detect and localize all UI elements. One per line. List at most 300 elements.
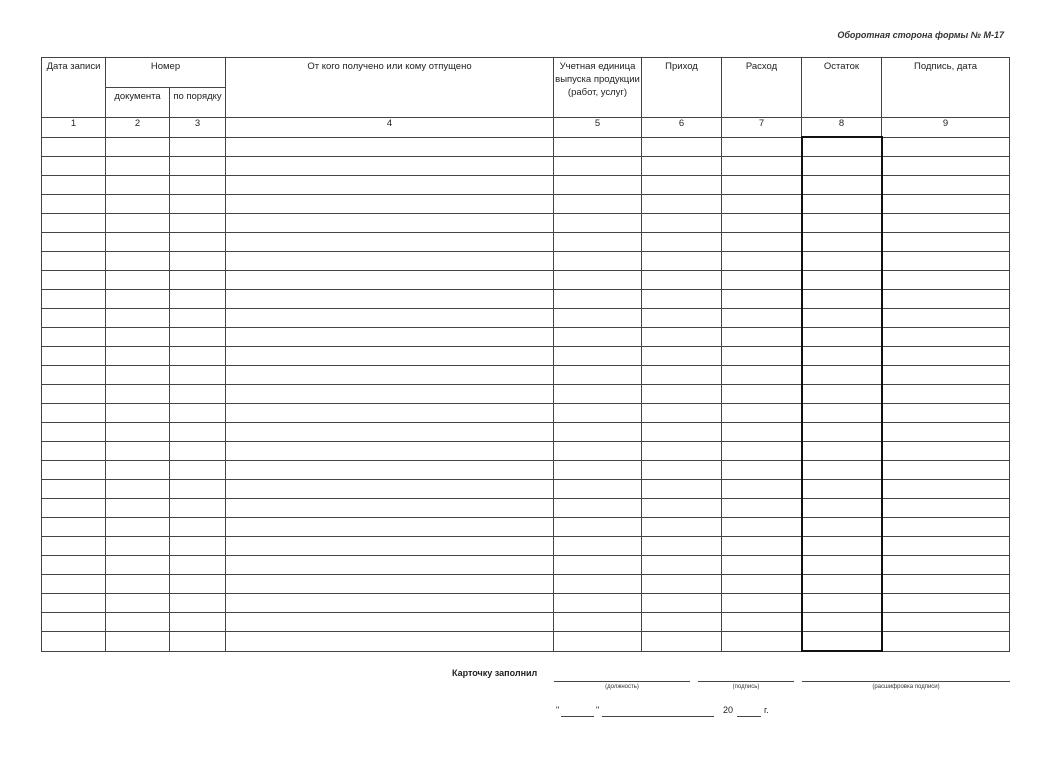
table-cell[interactable] — [882, 423, 1010, 442]
table-cell[interactable] — [226, 214, 554, 233]
table-row — [42, 347, 1010, 366]
table-row — [42, 480, 1010, 499]
table-row — [42, 499, 1010, 518]
table-cell[interactable] — [642, 518, 722, 537]
table-row — [42, 290, 1010, 309]
table-cell[interactable] — [170, 271, 226, 290]
table-cell[interactable] — [170, 309, 226, 328]
table-cell[interactable] — [106, 309, 170, 328]
table-cell[interactable] — [226, 480, 554, 499]
table-cell[interactable] — [722, 214, 802, 233]
table-cell[interactable] — [42, 632, 106, 652]
table-cell[interactable] — [42, 137, 106, 157]
table-cell[interactable] — [226, 252, 554, 271]
table-cell[interactable] — [802, 214, 882, 233]
table-cell[interactable] — [554, 366, 642, 385]
table-row — [42, 233, 1010, 252]
table-cell[interactable] — [554, 385, 642, 404]
table-row — [42, 442, 1010, 461]
table-cell[interactable] — [722, 309, 802, 328]
table-row — [42, 385, 1010, 404]
table-cell[interactable] — [642, 328, 722, 347]
decode-line[interactable] — [802, 670, 1010, 682]
table-cell[interactable] — [42, 537, 106, 556]
table-cell[interactable] — [802, 271, 882, 290]
signature-caption: (подпись) — [732, 684, 760, 690]
table-cell[interactable] — [42, 518, 106, 537]
table-cell[interactable] — [882, 233, 1010, 252]
table-cell[interactable] — [170, 233, 226, 252]
table-cell[interactable] — [642, 366, 722, 385]
table-cell[interactable] — [106, 594, 170, 613]
table-cell[interactable] — [226, 290, 554, 309]
table-cell[interactable] — [226, 328, 554, 347]
table-cell[interactable] — [42, 328, 106, 347]
table-cell[interactable] — [42, 442, 106, 461]
table-cell[interactable] — [882, 480, 1010, 499]
table-cell[interactable] — [42, 613, 106, 632]
table-cell[interactable] — [722, 632, 802, 652]
table-cell[interactable] — [42, 499, 106, 518]
table-cell[interactable] — [554, 442, 642, 461]
table-cell[interactable] — [226, 157, 554, 176]
table-cell[interactable] — [226, 423, 554, 442]
table-cell[interactable] — [106, 252, 170, 271]
table-cell[interactable] — [722, 575, 802, 594]
table-row — [42, 518, 1010, 537]
table-cell[interactable] — [722, 252, 802, 271]
table-cell[interactable] — [882, 575, 1010, 594]
table-cell[interactable] — [882, 632, 1010, 652]
header-signature: Подпись, дата — [882, 58, 1010, 118]
table-cell[interactable] — [722, 461, 802, 480]
table-cell[interactable] — [802, 423, 882, 442]
table-cell[interactable] — [42, 575, 106, 594]
header-order: по порядку — [170, 88, 226, 118]
table-cell[interactable] — [106, 556, 170, 575]
table-row — [42, 328, 1010, 347]
table-cell[interactable] — [226, 233, 554, 252]
table-cell[interactable] — [42, 157, 106, 176]
table-cell[interactable] — [226, 271, 554, 290]
table-cell[interactable] — [170, 518, 226, 537]
table-cell[interactable] — [42, 290, 106, 309]
table-cell[interactable] — [642, 461, 722, 480]
table-cell[interactable] — [642, 176, 722, 195]
table-cell[interactable] — [170, 556, 226, 575]
table-cell[interactable] — [554, 176, 642, 195]
table-cell[interactable] — [170, 442, 226, 461]
table-row — [42, 271, 1010, 290]
header-expense: Расход — [722, 58, 802, 118]
table-cell[interactable] — [554, 290, 642, 309]
column-number: 4 — [226, 118, 554, 138]
table-cell[interactable] — [554, 271, 642, 290]
table-cell[interactable] — [802, 575, 882, 594]
table-cell[interactable] — [802, 632, 882, 652]
column-number-row — [42, 118, 1010, 138]
table-cell[interactable] — [802, 613, 882, 632]
table-cell[interactable] — [226, 575, 554, 594]
table-cell[interactable] — [642, 385, 722, 404]
table-cell[interactable] — [642, 537, 722, 556]
table-row — [42, 157, 1010, 176]
table-cell[interactable] — [226, 537, 554, 556]
table-row — [42, 632, 1010, 652]
position-line[interactable] — [554, 670, 690, 682]
table-cell[interactable] — [802, 556, 882, 575]
table-cell[interactable] — [226, 137, 554, 157]
day-line[interactable] — [561, 705, 594, 717]
table-cell[interactable] — [642, 404, 722, 423]
table-cell[interactable] — [642, 137, 722, 157]
table-cell[interactable] — [882, 442, 1010, 461]
table-cell[interactable] — [802, 404, 882, 423]
table-cell[interactable] — [42, 271, 106, 290]
table-cell[interactable] — [170, 404, 226, 423]
quote-open: " — [556, 705, 560, 715]
table-cell[interactable] — [170, 594, 226, 613]
table-cell[interactable] — [554, 480, 642, 499]
table-cell[interactable] — [42, 366, 106, 385]
table-cell[interactable] — [170, 328, 226, 347]
table-cell[interactable] — [882, 461, 1010, 480]
table-cell[interactable] — [882, 195, 1010, 214]
table-cell[interactable] — [42, 347, 106, 366]
table-cell[interactable] — [106, 442, 170, 461]
table-cell[interactable] — [882, 347, 1010, 366]
table-cell[interactable] — [226, 613, 554, 632]
table-cell[interactable] — [642, 480, 722, 499]
table-row — [42, 137, 1010, 157]
table-cell[interactable] — [554, 157, 642, 176]
table-cell[interactable] — [722, 271, 802, 290]
table-cell[interactable] — [722, 423, 802, 442]
table-cell[interactable] — [106, 480, 170, 499]
table-cell[interactable] — [554, 328, 642, 347]
table-cell[interactable] — [722, 233, 802, 252]
quote-close: " — [596, 705, 600, 715]
table-cell[interactable] — [554, 613, 642, 632]
table-cell[interactable] — [226, 499, 554, 518]
table-cell[interactable] — [802, 461, 882, 480]
column-number: 6 — [642, 118, 722, 138]
table-cell[interactable] — [554, 423, 642, 442]
table-cell[interactable] — [642, 214, 722, 233]
table-cell[interactable] — [42, 176, 106, 195]
table-cell[interactable] — [170, 499, 226, 518]
table-cell[interactable] — [882, 556, 1010, 575]
table-cell[interactable] — [554, 214, 642, 233]
table-cell[interactable] — [642, 423, 722, 442]
table-cell[interactable] — [554, 347, 642, 366]
table-cell[interactable] — [642, 233, 722, 252]
decode-caption: (расшифровка подписи) — [872, 684, 940, 690]
table-cell[interactable] — [42, 309, 106, 328]
table-cell[interactable] — [802, 480, 882, 499]
table-cell[interactable] — [642, 290, 722, 309]
table-cell[interactable] — [554, 594, 642, 613]
table-cell[interactable] — [802, 176, 882, 195]
table-cell[interactable] — [722, 195, 802, 214]
table-cell[interactable] — [106, 328, 170, 347]
table-cell[interactable] — [642, 613, 722, 632]
table-cell[interactable] — [106, 461, 170, 480]
table-cell[interactable] — [106, 404, 170, 423]
table-cell[interactable] — [226, 309, 554, 328]
table-cell[interactable] — [722, 176, 802, 195]
table-cell[interactable] — [802, 233, 882, 252]
table-row — [42, 461, 1010, 480]
table-cell[interactable] — [722, 328, 802, 347]
header-unit: Учетная единица выпуска продукции (работ, услуг) — [554, 58, 642, 118]
table-cell[interactable] — [802, 252, 882, 271]
table-cell[interactable] — [170, 575, 226, 594]
table-cell[interactable] — [554, 632, 642, 652]
table-cell[interactable] — [106, 176, 170, 195]
table-cell[interactable] — [722, 290, 802, 309]
table-cell[interactable] — [554, 518, 642, 537]
table-cell[interactable] — [722, 518, 802, 537]
form-title: Оборотная сторона формы № М-17 — [837, 30, 1004, 40]
table-cell[interactable] — [802, 366, 882, 385]
table-row — [42, 252, 1010, 271]
table-cell[interactable] — [802, 499, 882, 518]
table-cell[interactable] — [642, 442, 722, 461]
table-cell[interactable] — [642, 252, 722, 271]
table-cell[interactable] — [722, 347, 802, 366]
month-line[interactable] — [602, 705, 714, 717]
table-cell[interactable] — [106, 157, 170, 176]
table-cell[interactable] — [882, 290, 1010, 309]
table-cell[interactable] — [882, 385, 1010, 404]
table-cell[interactable] — [882, 176, 1010, 195]
table-cell[interactable] — [106, 632, 170, 652]
table-cell[interactable] — [882, 613, 1010, 632]
table-cell[interactable] — [722, 613, 802, 632]
table-cell[interactable] — [642, 157, 722, 176]
table-cell[interactable] — [882, 157, 1010, 176]
table-cell[interactable] — [106, 613, 170, 632]
table-cell[interactable] — [554, 461, 642, 480]
table-cell[interactable] — [722, 385, 802, 404]
table-cell[interactable] — [802, 157, 882, 176]
table-cell[interactable] — [106, 195, 170, 214]
column-number: 2 — [106, 118, 170, 138]
table-cell[interactable] — [642, 309, 722, 328]
table-cell[interactable] — [106, 499, 170, 518]
table-cell[interactable] — [554, 499, 642, 518]
table-cell[interactable] — [42, 404, 106, 423]
table-cell[interactable] — [722, 157, 802, 176]
table-cell[interactable] — [802, 328, 882, 347]
table-cell[interactable] — [226, 366, 554, 385]
table-cell[interactable] — [722, 556, 802, 575]
ledger-table — [41, 57, 1010, 652]
table-cell[interactable] — [170, 480, 226, 499]
table-cell[interactable] — [882, 328, 1010, 347]
table-row — [42, 404, 1010, 423]
table-cell[interactable] — [882, 537, 1010, 556]
table-cell[interactable] — [642, 347, 722, 366]
year-prefix: 20 — [723, 705, 734, 715]
table-cell[interactable] — [106, 575, 170, 594]
table-cell[interactable] — [642, 195, 722, 214]
table-cell[interactable] — [882, 137, 1010, 157]
table-cell[interactable] — [170, 157, 226, 176]
table-cell[interactable] — [42, 385, 106, 404]
table-cell[interactable] — [882, 252, 1010, 271]
column-number: 7 — [722, 118, 802, 138]
table-cell[interactable] — [170, 290, 226, 309]
table-cell[interactable] — [802, 385, 882, 404]
table-cell[interactable] — [226, 632, 554, 652]
table-cell[interactable] — [722, 366, 802, 385]
table-cell[interactable] — [226, 404, 554, 423]
table-cell[interactable] — [170, 423, 226, 442]
table-cell[interactable] — [802, 290, 882, 309]
table-row — [42, 575, 1010, 594]
table-cell[interactable] — [802, 594, 882, 613]
table-cell[interactable] — [882, 271, 1010, 290]
table-cell[interactable] — [106, 518, 170, 537]
table-cell[interactable] — [106, 366, 170, 385]
table-row — [42, 613, 1010, 632]
table-cell[interactable] — [106, 537, 170, 556]
table-cell[interactable] — [106, 137, 170, 157]
table-cell[interactable] — [722, 480, 802, 499]
table-cell[interactable] — [882, 214, 1010, 233]
table-cell[interactable] — [170, 347, 226, 366]
table-cell[interactable] — [170, 137, 226, 157]
table-cell[interactable] — [802, 537, 882, 556]
table-cell[interactable] — [226, 195, 554, 214]
table-cell[interactable] — [802, 137, 882, 157]
signature-line[interactable] — [698, 670, 794, 682]
table-cell[interactable] — [170, 613, 226, 632]
table-cell[interactable] — [226, 385, 554, 404]
table-cell[interactable] — [642, 575, 722, 594]
table-cell[interactable] — [802, 518, 882, 537]
table-cell[interactable] — [554, 404, 642, 423]
filled-by-label: Карточку заполнил — [452, 668, 538, 678]
table-cell[interactable] — [170, 366, 226, 385]
table-row — [42, 309, 1010, 328]
table-cell[interactable] — [642, 271, 722, 290]
table-cell[interactable] — [170, 214, 226, 233]
header-income: Приход — [642, 58, 722, 118]
table-cell[interactable] — [554, 537, 642, 556]
table-cell[interactable] — [554, 137, 642, 157]
table-cell[interactable] — [42, 461, 106, 480]
table-cell[interactable] — [170, 195, 226, 214]
table-cell[interactable] — [170, 176, 226, 195]
table-cell[interactable] — [722, 594, 802, 613]
table-cell[interactable] — [170, 537, 226, 556]
table-row — [42, 195, 1010, 214]
table-cell[interactable] — [106, 385, 170, 404]
table-cell[interactable] — [106, 233, 170, 252]
table-cell[interactable] — [882, 366, 1010, 385]
table-cell[interactable] — [106, 423, 170, 442]
data-rows — [42, 137, 1010, 651]
table-cell[interactable] — [226, 556, 554, 575]
column-number: 9 — [882, 118, 1010, 138]
position-caption: (должность) — [605, 684, 639, 690]
table-cell[interactable] — [106, 347, 170, 366]
table-cell[interactable] — [882, 518, 1010, 537]
column-number: 5 — [554, 118, 642, 138]
table-cell[interactable] — [882, 404, 1010, 423]
table-cell[interactable] — [802, 195, 882, 214]
table-cell[interactable] — [642, 556, 722, 575]
table-cell[interactable] — [42, 233, 106, 252]
column-number: 8 — [802, 118, 882, 138]
table-cell[interactable] — [226, 442, 554, 461]
table-cell[interactable] — [42, 252, 106, 271]
table-cell[interactable] — [42, 594, 106, 613]
table-cell[interactable] — [170, 461, 226, 480]
table-cell[interactable] — [170, 385, 226, 404]
table-cell[interactable] — [802, 347, 882, 366]
table-cell[interactable] — [226, 461, 554, 480]
table-cell[interactable] — [226, 518, 554, 537]
table-cell[interactable] — [554, 195, 642, 214]
table-cell[interactable] — [882, 594, 1010, 613]
table-cell[interactable] — [642, 594, 722, 613]
table-cell[interactable] — [642, 499, 722, 518]
table-cell[interactable] — [722, 404, 802, 423]
table-cell[interactable] — [226, 594, 554, 613]
table-cell[interactable] — [106, 290, 170, 309]
table-cell[interactable] — [882, 309, 1010, 328]
table-cell[interactable] — [722, 442, 802, 461]
column-number: 1 — [42, 118, 106, 138]
table-cell[interactable] — [226, 347, 554, 366]
table-cell[interactable] — [554, 233, 642, 252]
header-date: Дата записи — [42, 58, 106, 118]
table-cell[interactable] — [170, 632, 226, 652]
table-cell[interactable] — [554, 556, 642, 575]
table-cell[interactable] — [802, 442, 882, 461]
table-cell[interactable] — [42, 480, 106, 499]
table-row — [42, 423, 1010, 442]
header-from-to: От кого получено или кому отпущено — [226, 58, 554, 118]
table-cell[interactable] — [722, 537, 802, 556]
table-cell[interactable] — [642, 632, 722, 652]
table-cell[interactable] — [42, 214, 106, 233]
table-cell[interactable] — [722, 137, 802, 157]
header-balance: Остаток — [802, 58, 882, 118]
table-cell[interactable] — [42, 195, 106, 214]
table-cell[interactable] — [722, 499, 802, 518]
table-row — [42, 594, 1010, 613]
table-cell[interactable] — [106, 271, 170, 290]
table-cell[interactable] — [802, 309, 882, 328]
table-cell[interactable] — [106, 214, 170, 233]
column-number: 3 — [170, 118, 226, 138]
table-cell[interactable] — [226, 176, 554, 195]
table-cell[interactable] — [882, 499, 1010, 518]
table-cell[interactable] — [554, 252, 642, 271]
year-line[interactable] — [737, 705, 761, 717]
table-cell[interactable] — [42, 556, 106, 575]
table-cell[interactable] — [170, 252, 226, 271]
table-cell[interactable] — [554, 309, 642, 328]
table-cell[interactable] — [42, 423, 106, 442]
table-cell[interactable] — [554, 575, 642, 594]
table-row — [42, 176, 1010, 195]
